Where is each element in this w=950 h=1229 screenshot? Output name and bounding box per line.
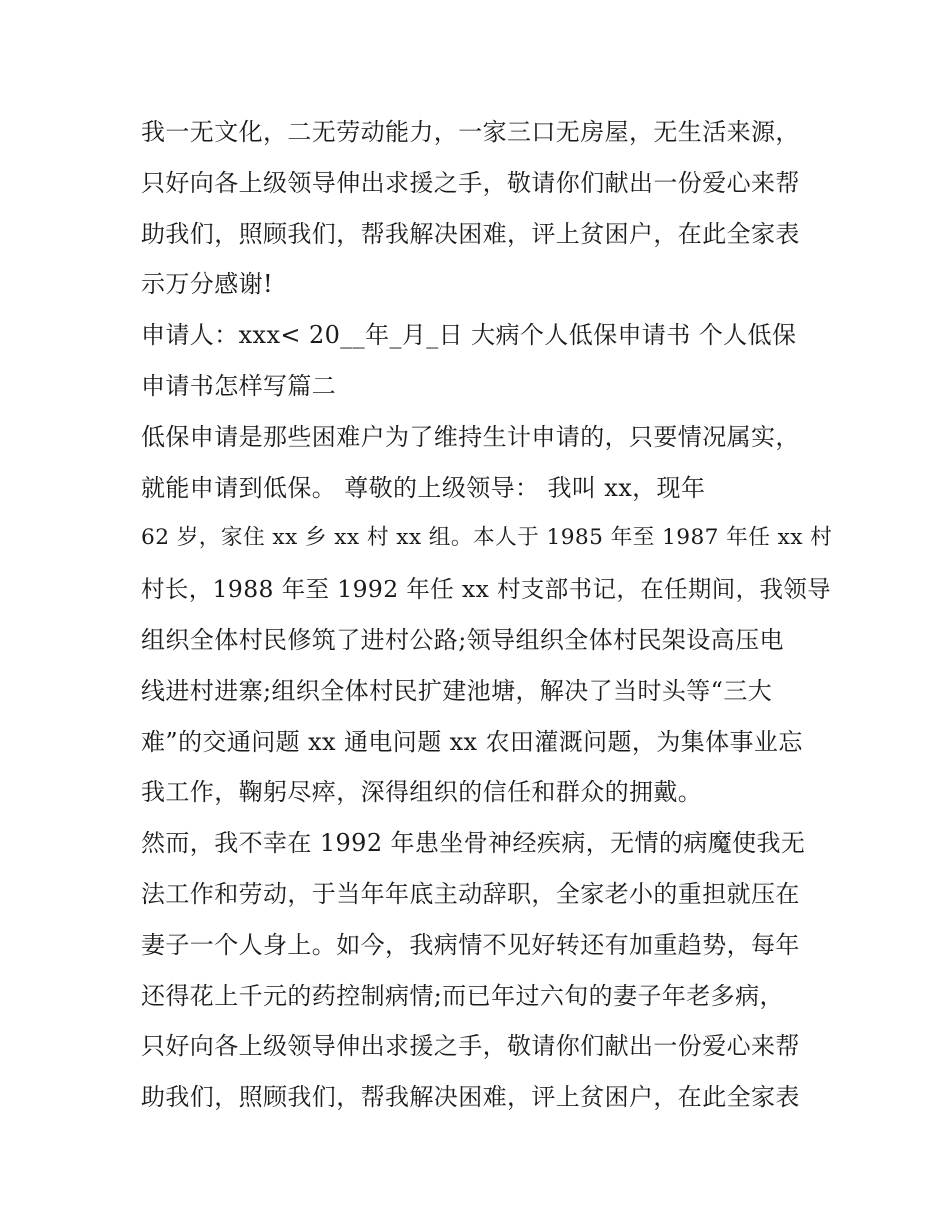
text-line: 组织全体村民修筑了进村公路;领导组织全体村民架设高压电 — [141, 625, 784, 654]
text-line: 然而，我不幸在 1992 年患坐骨神经疾病，无情的病魔使我无 — [141, 829, 806, 858]
text-line: 申请人：xxx< 20__年_月_日 大病个人低保申请书 个人低保 — [141, 321, 797, 350]
text-line: 我一无文化，二无劳动能力，一家三口无房屋，无生活来源， — [141, 118, 800, 146]
text-line: 助我们，照顾我们，帮我解决困难，评上贫困户，在此全家表 — [141, 219, 800, 248]
text-line: 只好向各上级领导伸出求援之手，敬请你们献出一份爱心来帮 — [141, 1032, 800, 1061]
text-line: 示万分感谢! — [141, 270, 274, 299]
text-line: 低保申请是那些困难户为了维持生计申请的，只要情况属实， — [141, 422, 800, 451]
text-line: 线进村进寨;组织全体村民扩建池塘，解决了当时头等“三大 — [141, 676, 773, 705]
text-line: 助我们，照顾我们，帮我解决困难，评上贫困户，在此全家表 — [141, 1083, 800, 1112]
text-line: 62 岁，家住 xx 乡 xx 村 xx 组。本人于 1985 年至 1987 年任 xx 村 — [141, 525, 833, 551]
text-line: 妻子一个人身上。如今，我病情不见好转还有加重趋势，每年 — [141, 930, 800, 959]
text-line: 难”的交通问题 xx 通电问题 xx 农田灌溉问题，为集体事业忘 — [141, 727, 803, 756]
text-line: 还得花上千元的药控制病情;而已年过六旬的妻子年老多病， — [141, 981, 784, 1010]
text-line: 村长，1988 年至 1992 年任 xx 村支部书记，在任期间，我领导 — [141, 575, 832, 604]
text-line: 申请书怎样写篇二 — [141, 371, 337, 400]
document-body — [141, 107, 831, 1123]
text-line: 我工作，鞠躬尽瘁，深得组织的信任和群众的拥戴。 — [141, 778, 703, 807]
text-line: 法工作和劳动，于当年年底主动辞职，全家老小的重担就压在 — [141, 879, 800, 908]
text-line: 只好向各上级领导伸出求援之手，敬请你们献出一份爱心来帮 — [141, 168, 800, 197]
text-line: 就能申请到低保。 尊敬的上级领导： 我叫 xx，现年 — [141, 473, 706, 502]
